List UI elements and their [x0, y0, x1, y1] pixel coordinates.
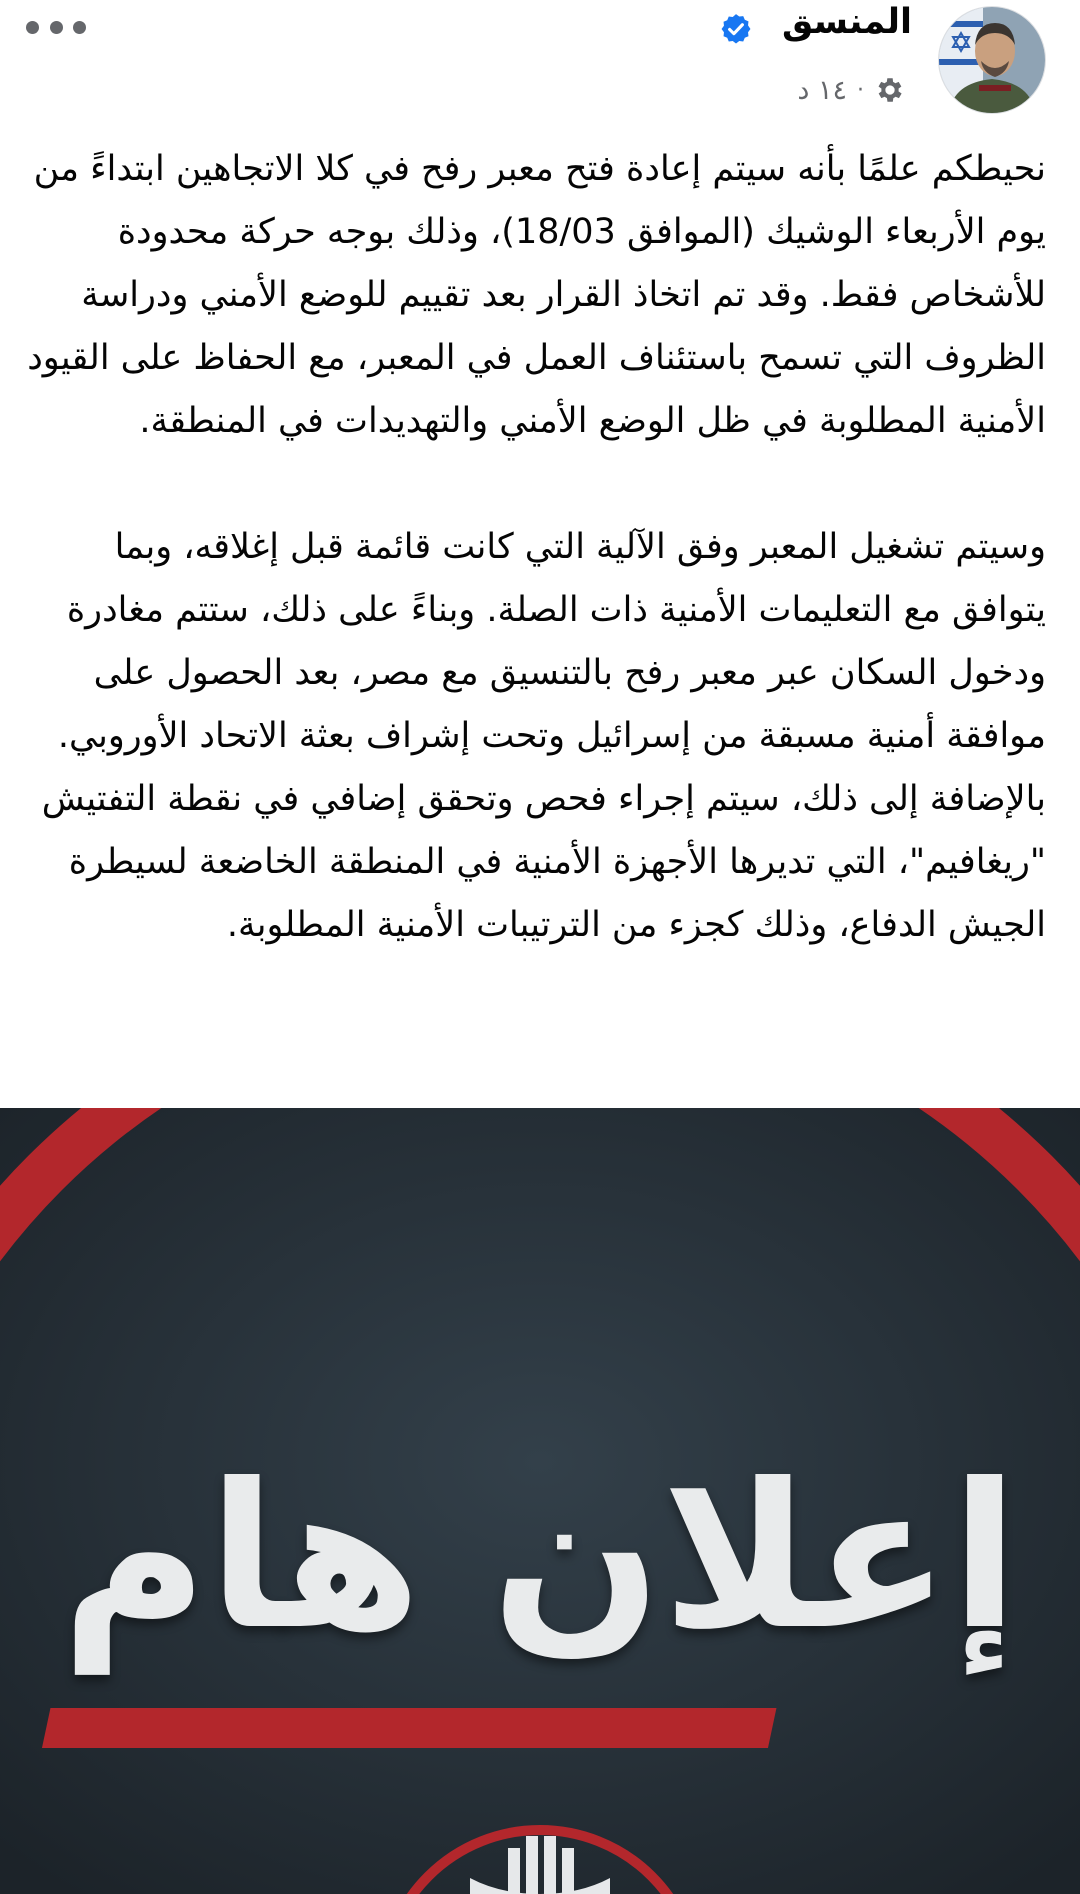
gear-icon: [874, 74, 906, 106]
post-body: [20, 138, 1046, 957]
post-time[interactable]: ١٤ د: [797, 74, 847, 106]
more-options-button[interactable]: [26, 12, 86, 42]
post-image[interactable]: [0, 1108, 1080, 1894]
announcement-headline: إعلان هام: [61, 1441, 1019, 1674]
red-underline: [42, 1708, 777, 1748]
post-paragraph: وسيتم تشغيل المعبر وفق الآلية التي كانت قائمة قبل إغلاقه، وبما يتوافق مع التعليمات الأمنية ذات الصلة. وبناءً على ذلك، ستتم مغادرة ودخول السكان عبر معبر رفح بالتنسيق مع مصر، بعد الحصول على موافقة أمنية مسبقة من إسرائيل وتحت إشراف بعثة الاتحاد الأوروبي. بالإضافة إلى ذلك، سيتم إجراء فحص وتحقق إضافي في نقطة التفتيش "ريغافيم"، التي تديرها الأجهزة الأمنية في المنطقة الخاضعة لسيطرة الجيش الدفاع، وذلك كجزء من الترتيبات الأمنية المطلوبة.: [41, 527, 1046, 945]
post-meta: [797, 70, 912, 110]
post-header: [0, 0, 1080, 130]
meta-separator: ·: [857, 77, 864, 103]
dot-icon: [26, 21, 39, 34]
author-name[interactable]: المنسق: [781, 2, 912, 42]
dot-icon: [50, 21, 63, 34]
dot-icon: [73, 21, 86, 34]
post-paragraph: نحيطكم علمًا بأنه سيتم إعادة فتح معبر رفح في كلا الاتجاهين ابتداءً من يوم الأربعاء الوشيك (الموافق 18/03)، وذلك بوجه حركة محدودة للأشخاص فقط. وقد تم اتخاذ القرار بعد تقييم للوضع الأمني ودراسة الظروف التي تسمح باستئناف العمل في المعبر، مع الحفاظ على القيود الأمنية المطلوبة في ظل الوضع الأمني والتهديدات في المنطقة.: [27, 149, 1046, 441]
author-avatar[interactable]: [938, 6, 1046, 114]
avatar-image: [939, 7, 1045, 113]
verified-badge-icon: [719, 12, 753, 46]
